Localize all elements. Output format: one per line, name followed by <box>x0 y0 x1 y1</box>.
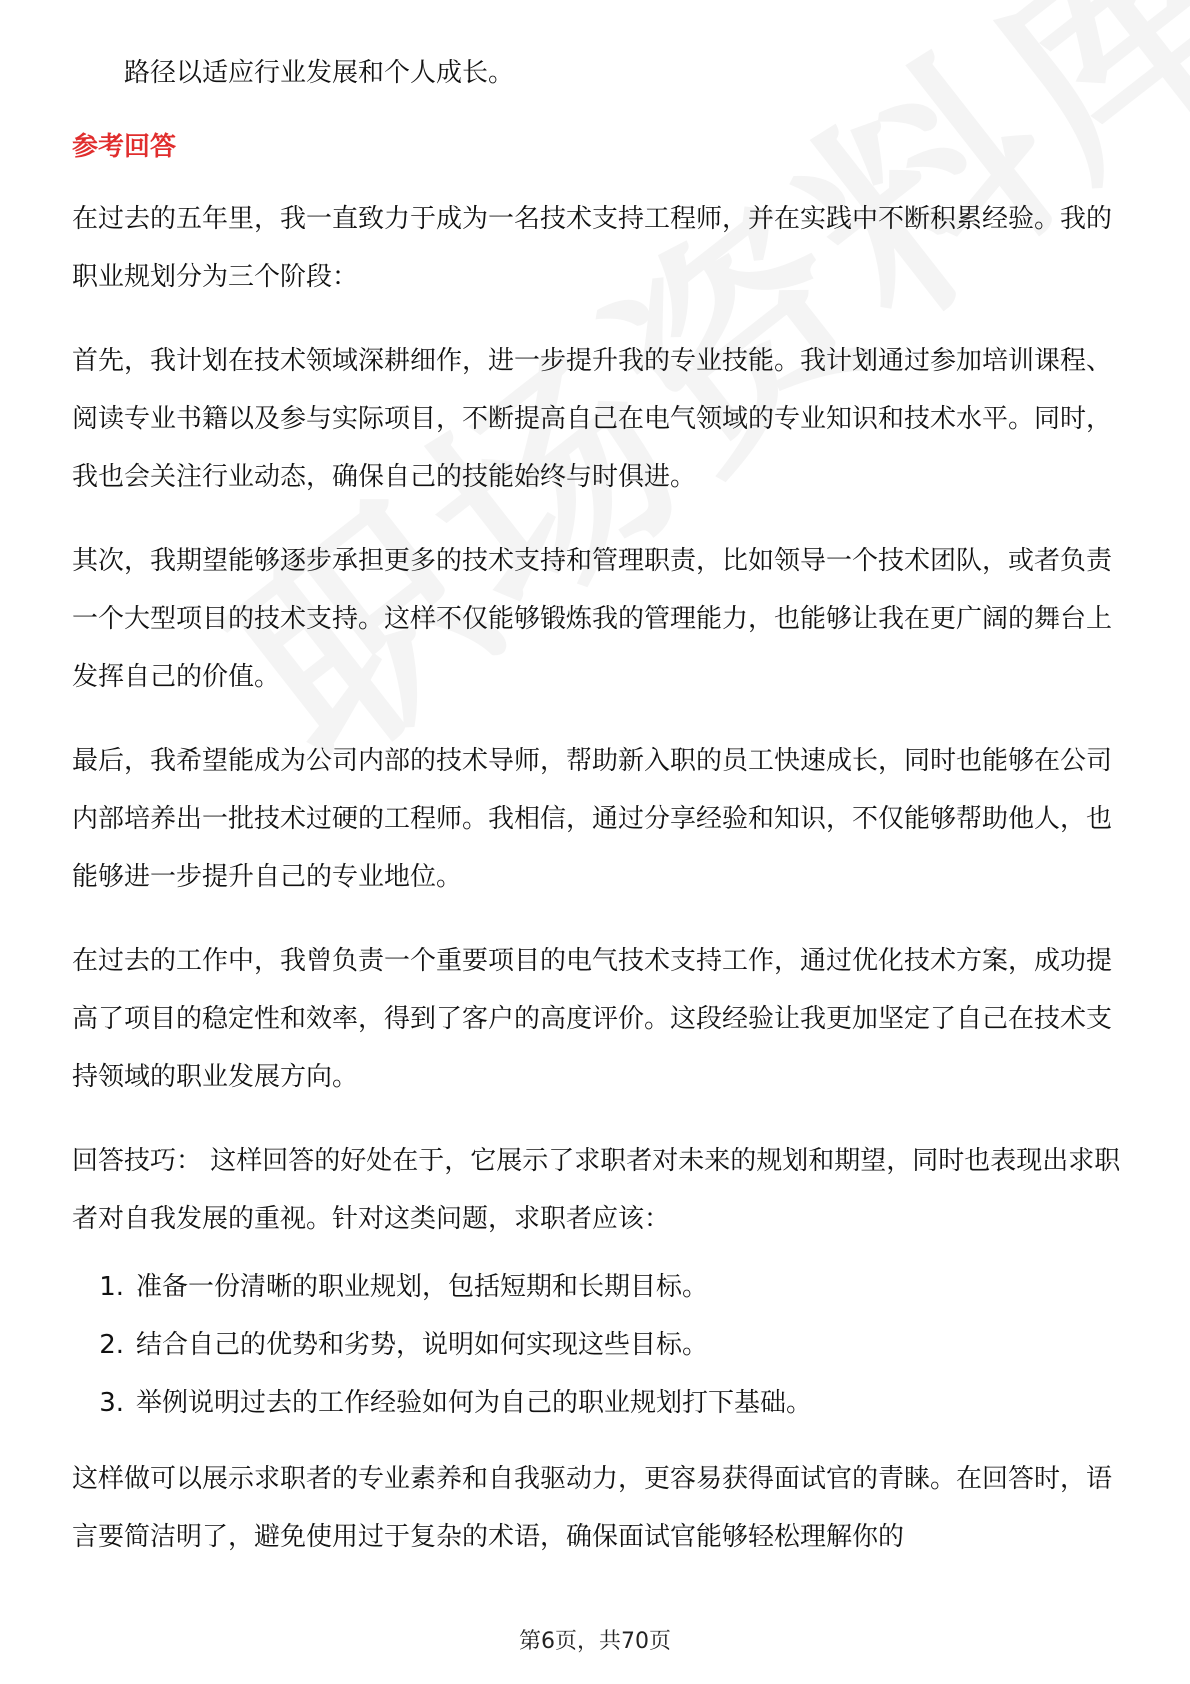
paragraph-1: 在过去的五年里，我一直致力于成为一名技术支持工程师，并在实践中不断积累经验。我的职业规划分为三个阶段： <box>72 204 1113 292</box>
paragraph-tips: 回答技巧： 这样回答的好处在于，它展示了求职者对未来的规划和期望，同时也表现出求职者对自我发展的重视。针对这类问题，求职者应该： <box>72 1146 1121 1234</box>
advice-list <box>72 1258 1122 1432</box>
section-heading: 参考回答 <box>72 132 177 162</box>
intro-line: 路径以适应行业发展和个人成长。 <box>124 58 515 88</box>
list-item-text: 举例说明过去的工作经验如何为自己的职业规划打下基础。 <box>136 1388 813 1418</box>
paragraph-3: 其次，我期望能够逐步承担更多的技术支持和管理职责，比如领导一个技术团队，或者负责一个大型项目的技术支持。这样不仅能够锻炼我的管理能力，也能够让我在更广阔的舞台上发挥自己的价值。 <box>72 546 1113 692</box>
list-item <box>72 1316 1122 1374</box>
paragraph-2: 首先，我计划在技术领域深耕细作，进一步提升我的专业技能。我计划通过参加培训课程、阅读专业书籍以及参与实际项目，不断提高自己在电气领域的专业知识和技术水平。同时，我也会关注行业动态，确保自己的技能始终与时俱进。 <box>72 346 1113 492</box>
paragraph-4: 最后，我希望能成为公司内部的技术导师，帮助新入职的员工快速成长，同时也能够在公司内部培养出一批技术过硬的工程师。我相信，通过分享经验和知识，不仅能够帮助他人，也能够进一步提升自己的专业地位。 <box>72 746 1113 892</box>
list-item-number: 1. <box>99 1272 124 1302</box>
list-item-text: 结合自己的优势和劣势，说明如何实现这些目标。 <box>136 1330 709 1360</box>
list-item <box>72 1374 1122 1432</box>
list-item-number: 3. <box>99 1388 124 1418</box>
closing-paragraph: 这样做可以展示求职者的专业素养和自我驱动力，更容易获得面试官的青睐。在回答时，语言要简洁明了，避免使用过于复杂的术语，确保面试官能够轻松理解你的 <box>72 1464 1113 1552</box>
list-item-text: 准备一份清晰的职业规划，包括短期和长期目标。 <box>136 1272 709 1302</box>
list-item <box>72 1258 1122 1316</box>
list-item-number: 2. <box>99 1330 124 1360</box>
page-content <box>72 44 1122 1566</box>
paragraph-5: 在过去的工作中，我曾负责一个重要项目的电气技术支持工作，通过优化技术方案，成功提高了项目的稳定性和效率，得到了客户的高度评价。这段经验让我更加坚定了自己在技术支持领域的职业发展方向。 <box>72 946 1113 1092</box>
page-number: 第6页，共70页 <box>519 1629 671 1654</box>
